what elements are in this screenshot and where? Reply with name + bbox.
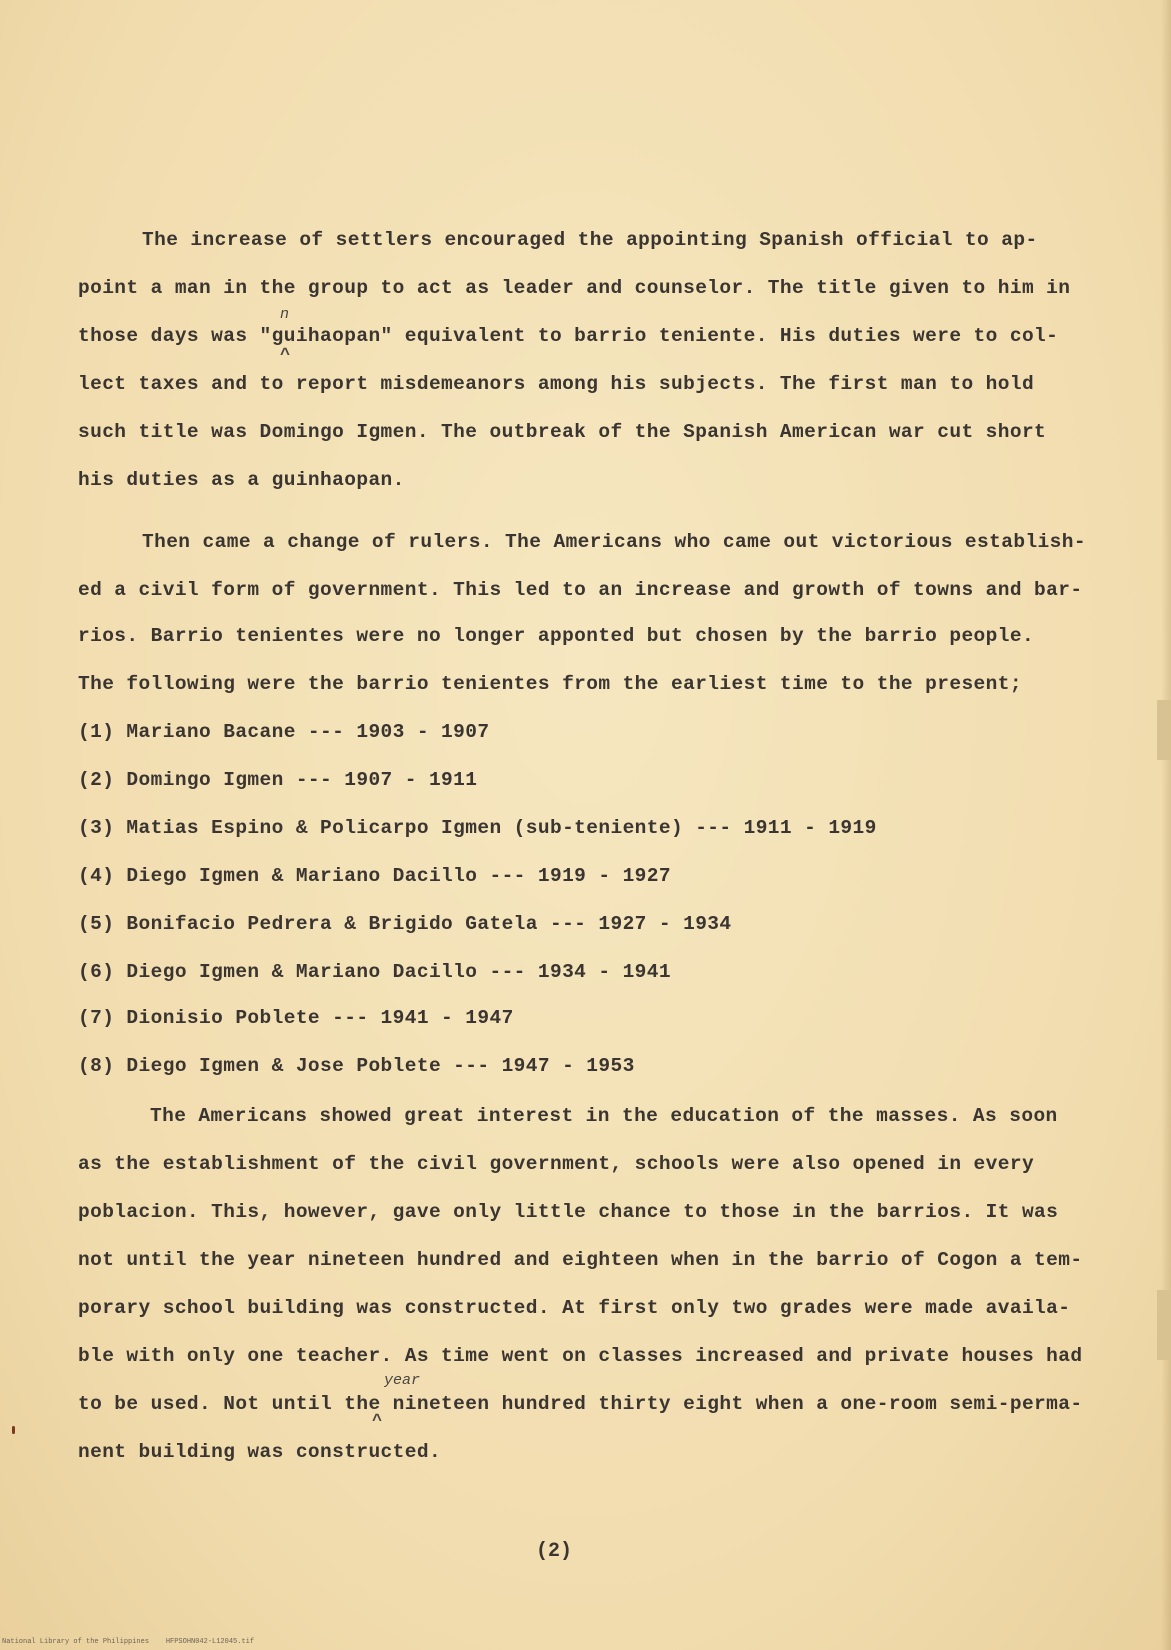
paragraph3-line: to be used. Not until the nineteen hundred thirty eight when a one-room semi-perma-	[78, 1393, 1083, 1415]
archive-footer: National Library of the Philippines HFPSOHN042-L12045.tif	[2, 1638, 255, 1646]
paragraph2-line: Then came a change of rulers. The Americans who came out victorious establish-	[142, 531, 1086, 553]
paragraph3-line: nent building was constructed.	[78, 1441, 442, 1463]
paragraph1-line: his duties as a guinhaopan.	[78, 469, 405, 491]
paragraph2-line: ed a civil form of government. This led to an increase and growth of towns and bar-	[78, 579, 1083, 601]
teniente-list-item: (6) Diego Igmen & Mariano Dacillo --- 1934 - 1941	[78, 961, 671, 983]
handwritten-insert-year: year	[384, 1372, 421, 1389]
teniente-list-item: (8) Diego Igmen & Jose Poblete --- 1947 - 1953	[78, 1055, 635, 1077]
teniente-list-item: (3) Matias Espino & Policarpo Igmen (sub-teniente) --- 1911 - 1919	[78, 817, 877, 839]
paragraph3-line: porary school building was constructed. At first only two grades were made availa-	[78, 1297, 1071, 1319]
paragraph3-line: as the establishment of the civil government, schools were also opened in every	[78, 1153, 1035, 1175]
insertion-caret: ^	[372, 1412, 383, 1431]
page-edge-shadow	[1161, 0, 1171, 1650]
teniente-list-item: (4) Diego Igmen & Mariano Dacillo --- 1919 - 1927	[78, 865, 671, 887]
paragraph1-line: The increase of settlers encouraged the appointing Spanish official to ap-	[142, 229, 1038, 251]
teniente-list-item: (1) Mariano Bacane --- 1903 - 1907	[78, 721, 490, 743]
teniente-list-item: (7) Dionisio Poblete --- 1941 - 1947	[78, 1007, 514, 1029]
insertion-caret: ^	[280, 346, 291, 365]
paragraph1-line: such title was Domingo Igmen. The outbreak of the Spanish American war cut short	[78, 421, 1047, 443]
page-edge-tear	[1157, 700, 1171, 760]
paragraph3-line: ble with only one teacher. As time went on classes increased and private houses had	[78, 1345, 1083, 1367]
paragraph1-line: those days was "guihaopan" equivalent to barrio teniente. His duties were to col-	[78, 325, 1059, 347]
teniente-list-item: (5) Bonifacio Pedrera & Brigido Gatela --- 1927 - 1934	[78, 913, 732, 935]
paragraph3-line: poblacion. This, however, gave only little chance to those in the barrios. It was	[78, 1201, 1059, 1223]
teniente-list-item: (2) Domingo Igmen --- 1907 - 1911	[78, 769, 478, 791]
paragraph2-line: The following were the barrio tenientes from the earliest time to the present;	[78, 673, 1022, 695]
paragraph2-line: rios. Barrio tenientes were no longer apponted but chosen by the barrio people.	[78, 625, 1035, 647]
paragraph1-line: point a man in the group to act as leader and counselor. The title given to him in	[78, 277, 1071, 299]
page-number: (2)	[536, 1540, 573, 1563]
page-edge-tear	[1157, 1290, 1171, 1360]
ink-stain	[12, 1426, 15, 1434]
handwritten-insert-n: n	[280, 306, 290, 323]
paragraph3-line: The Americans showed great interest in the education of the masses. As soon	[150, 1105, 1058, 1127]
paragraph1-line: lect taxes and to report misdemeanors among his subjects. The first man to hold	[78, 373, 1035, 395]
paragraph3-line: not until the year nineteen hundred and eighteen when in the barrio of Cogon a tem-	[78, 1249, 1083, 1271]
